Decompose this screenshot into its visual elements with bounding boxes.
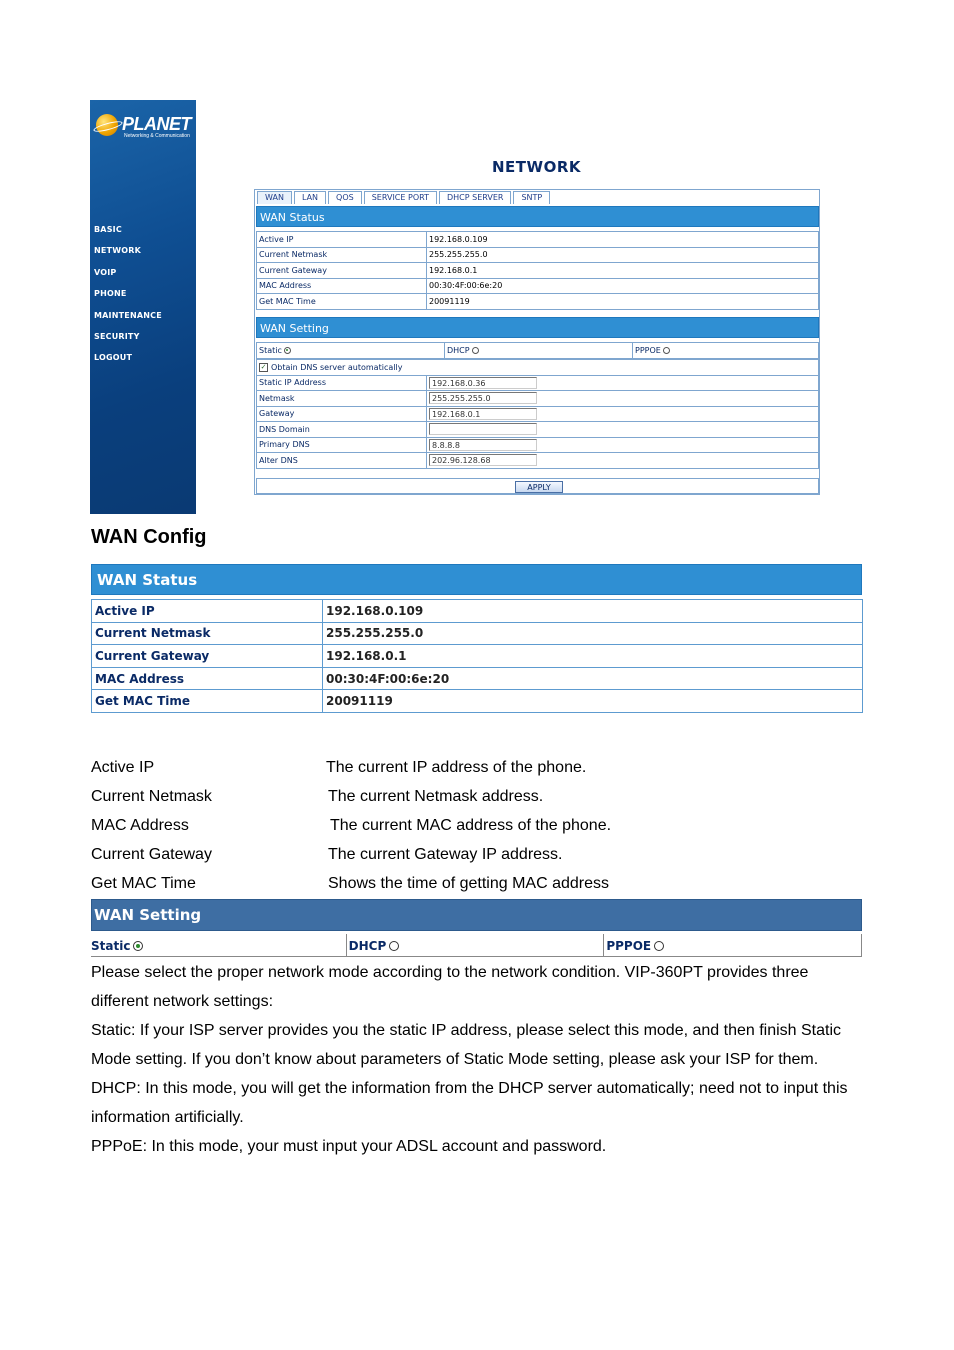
static-ip-input[interactable]: 192.168.0.36 [429,377,537,389]
network-screenshot [90,100,822,514]
definition-desc: The current Netmask address. [328,788,544,805]
wan-setting-table [256,359,819,469]
mode-dhcp[interactable] [346,934,604,956]
status-value: 255.255.255.0 [427,247,819,263]
radio-icon[interactable] [663,347,670,354]
logo-tagline: Networking & Communication [124,133,190,139]
paragraph: Static: If your ISP server provides you the static IP address, please select this mode, and then finish Static Mode setting. If you don’t know about parameters of Static Mode setting, please ask your ISP for them. [91,1022,842,1068]
apply-row [256,478,819,494]
wan-setting-header: WAN Setting [256,317,819,338]
definition-desc: The current IP address of the phone. [326,759,587,776]
status-label: Current Gateway [257,263,427,279]
definition-desc: Shows the time of getting MAC address [328,875,610,892]
logo-word: PLANET [122,114,191,134]
mode-label: PPPOE [606,939,652,953]
field-label: Netmask [257,391,427,407]
wan-status-header: WAN Status [256,206,819,227]
obtain-dns-cell[interactable] [257,360,819,376]
tab-bar [257,191,552,204]
radio-icon[interactable] [654,941,664,951]
definition-term: Active IP [91,759,155,776]
table-row [257,360,819,376]
primary-dns-input[interactable]: 8.8.8.8 [429,439,537,451]
field-label: Alter DNS [257,453,427,469]
field-label: Primary DNS [257,437,427,453]
wan-status-table [256,231,819,310]
tab-wan[interactable]: WAN [257,191,292,204]
tab-service-port[interactable]: SERVICE PORT [364,191,437,204]
nav-network[interactable]: NETWORK [94,246,142,256]
apply-button[interactable]: APPLY [515,481,563,493]
mode-row-large [91,934,862,957]
mode-static[interactable] [257,343,445,359]
status-value: 192.168.0.1 [427,263,819,279]
nav-security[interactable]: SECURITY [94,331,140,341]
definition-term: MAC Address [91,817,189,834]
status-value: 192.168.0.109 [323,600,863,623]
status-label: Current Gateway [92,645,323,668]
definition-item [91,845,871,874]
mode-label: DHCP [447,345,470,355]
tab-qos[interactable]: QOS [328,191,362,204]
definition-desc: The current MAC address of the phone. [330,817,612,834]
status-label: Current Netmask [92,622,323,645]
status-value: 20091119 [427,294,819,310]
mode-row [257,343,819,359]
definition-item [91,787,871,816]
table-row [257,406,819,422]
obtain-dns-label: Obtain DNS server automatically [271,362,403,372]
table-row [92,645,863,668]
table-row [257,437,819,453]
planet-logo [94,110,192,144]
mode-pppoe[interactable] [603,934,862,956]
tab-sntp[interactable]: SNTP [513,191,550,204]
status-value: 255.255.255.0 [323,622,863,645]
status-label: MAC Address [257,278,427,294]
radio-selected-icon[interactable] [133,941,143,951]
definition-term: Current Gateway [91,846,212,863]
section-heading: WAN Config [91,526,207,548]
wan-status-bar: WAN Status [91,564,862,595]
mode-dhcp[interactable] [445,343,633,359]
tab-dhcp-server[interactable]: DHCP SERVER [439,191,511,204]
definition-item [91,758,871,787]
field-label: DNS Domain [257,422,427,438]
table-row [92,667,863,690]
status-label: MAC Address [92,667,323,690]
paragraph: DHCP: In this mode, you will get the information from the DHCP server automatically; need not to input this information artificially. [91,1080,848,1126]
table-row [92,690,863,713]
table-row [257,453,819,469]
definition-item [91,816,871,845]
status-label: Get MAC Time [257,294,427,310]
netmask-input[interactable]: 255.255.255.0 [429,392,537,404]
table-row [257,422,819,438]
status-value: 192.168.0.1 [323,645,863,668]
table-row [257,391,819,407]
wan-setting-bar: WAN Setting [91,899,862,931]
status-label: Get MAC Time [92,690,323,713]
nav-maintenance[interactable]: MAINTENANCE [94,310,162,320]
mode-static[interactable] [91,934,346,956]
gateway-input[interactable]: 192.168.0.1 [429,408,537,420]
definition-term: Get MAC Time [91,875,196,892]
definition-term: Current Netmask [91,788,212,805]
mode-pppoe[interactable] [633,343,819,359]
description-text [91,958,866,1161]
wan-status-table-large [91,599,863,713]
status-value: 192.168.0.109 [427,232,819,248]
paragraph: PPPoE: In this mode, your must input your ADSL account and password. [91,1138,607,1155]
sidebar [90,100,196,514]
table-row [257,294,819,310]
table-row [257,263,819,279]
table-row [257,232,819,248]
nav-voip[interactable]: VOIP [94,267,117,277]
radio-icon[interactable] [472,347,479,354]
status-label: Active IP [257,232,427,248]
table-row [92,622,863,645]
dns-domain-input[interactable] [429,423,537,435]
page-title: NETWORK [492,158,582,176]
table-row [257,375,819,391]
status-value: 00:30:4F:00:6e:20 [427,278,819,294]
paragraph: Please select the proper network mode according to the network condition. VIP-360PT provides three different network settings: [91,964,809,1010]
network-panel [254,189,820,495]
status-label: Active IP [92,600,323,623]
nav-logout[interactable]: LOGOUT [94,353,133,363]
mode-label: PPPOE [635,345,661,355]
checkbox-icon[interactable]: ✓ [260,362,267,371]
radio-icon[interactable] [389,941,399,951]
field-label: Static IP Address [257,375,427,391]
globe-icon [96,114,118,136]
mode-label: DHCP [348,939,387,953]
mode-table [256,342,819,359]
nav-phone[interactable]: PHONE [94,289,127,299]
sidebar-nav [94,224,162,374]
status-value: 20091119 [323,690,863,713]
table-row [257,278,819,294]
mode-label: Static [259,345,282,355]
status-value: 00:30:4F:00:6e:20 [323,667,863,690]
field-label: Gateway [257,406,427,422]
nav-basic[interactable]: BASIC [94,225,122,234]
table-row [257,247,819,263]
tab-lan[interactable]: LAN [294,191,326,204]
status-label: Current Netmask [257,247,427,263]
table-row [92,600,863,623]
radio-selected-icon[interactable] [284,347,291,354]
definition-desc: The current Gateway IP address. [328,846,563,863]
definition-list [91,758,871,903]
mode-label: Static [91,939,131,953]
alter-dns-input[interactable]: 202.96.128.68 [429,454,537,466]
